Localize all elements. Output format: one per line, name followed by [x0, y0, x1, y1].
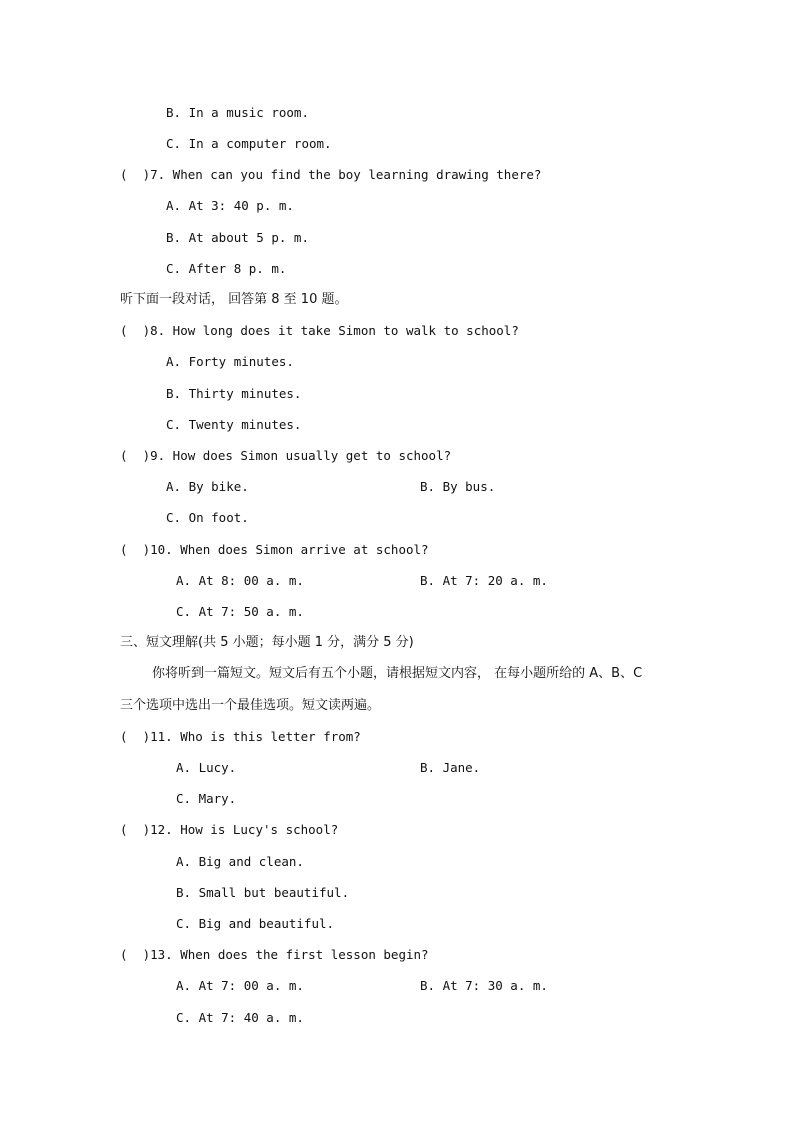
- q7-option-b: B. At about 5 p. m.: [166, 230, 309, 245]
- q13-option-c: C. At 7: 40 a. m.: [176, 1010, 304, 1025]
- q10-option-c: C. At 7: 50 a. m.: [176, 604, 304, 619]
- section3-instruction-line1: 你将听到一篇短文。短文后有五个小题，请根据短文内容， 在每小题所给的 A、B、C: [152, 666, 643, 681]
- q9-option-a: A. By bike.: [166, 479, 249, 494]
- q6-option-b: B. In a music room.: [166, 105, 309, 120]
- q11-option-b: B. Jane.: [420, 760, 481, 775]
- q8-option-a: A. Forty minutes.: [166, 354, 294, 369]
- section3-instruction-line2: 三个选项中选出一个最佳选项。短文读两遍。: [120, 698, 381, 713]
- q13-option-b: B. At 7: 30 a. m.: [420, 978, 548, 993]
- q7-stem: ( )7. When can you find the boy learning drawing there?: [120, 167, 542, 182]
- dialog-instruction: 听下面一段对话， 回答第 8 至 10 题。: [120, 292, 348, 307]
- q11-stem: ( )11. Who is this letter from?: [120, 729, 361, 744]
- q12-stem: ( )12. How is Lucy's school?: [120, 822, 339, 837]
- q13-option-a: A. At 7: 00 a. m.: [176, 978, 304, 993]
- q8-option-b: B. Thirty minutes.: [166, 386, 302, 401]
- q11-option-c: C. Mary.: [176, 791, 237, 806]
- q12-option-a: A. Big and clean.: [176, 854, 304, 869]
- section3-title: 三、短文理解(共 5 小题；每小题 1 分，满分 5 分): [120, 635, 414, 650]
- q8-option-c: C. Twenty minutes.: [166, 417, 302, 432]
- q9-option-b: B. By bus.: [420, 479, 496, 494]
- q12-option-c: C. Big and beautiful.: [176, 916, 335, 931]
- q9-stem: ( )9. How does Simon usually get to school?: [120, 448, 452, 463]
- q8-stem: ( )8. How long does it take Simon to walk to school?: [120, 323, 519, 338]
- q7-option-a: A. At 3: 40 p. m.: [166, 198, 294, 213]
- q6-option-c: C. In a computer room.: [166, 136, 332, 151]
- q10-stem: ( )10. When does Simon arrive at school?: [120, 542, 429, 557]
- q10-option-a: A. At 8: 00 a. m.: [176, 573, 304, 588]
- q13-stem: ( )13. When does the first lesson begin?: [120, 947, 429, 962]
- q7-option-c: C. After 8 p. m.: [166, 261, 287, 276]
- q10-option-b: B. At 7: 20 a. m.: [420, 573, 548, 588]
- q9-option-c: C. On foot.: [166, 510, 249, 525]
- q12-option-b: B. Small but beautiful.: [176, 885, 350, 900]
- q11-option-a: A. Lucy.: [176, 760, 237, 775]
